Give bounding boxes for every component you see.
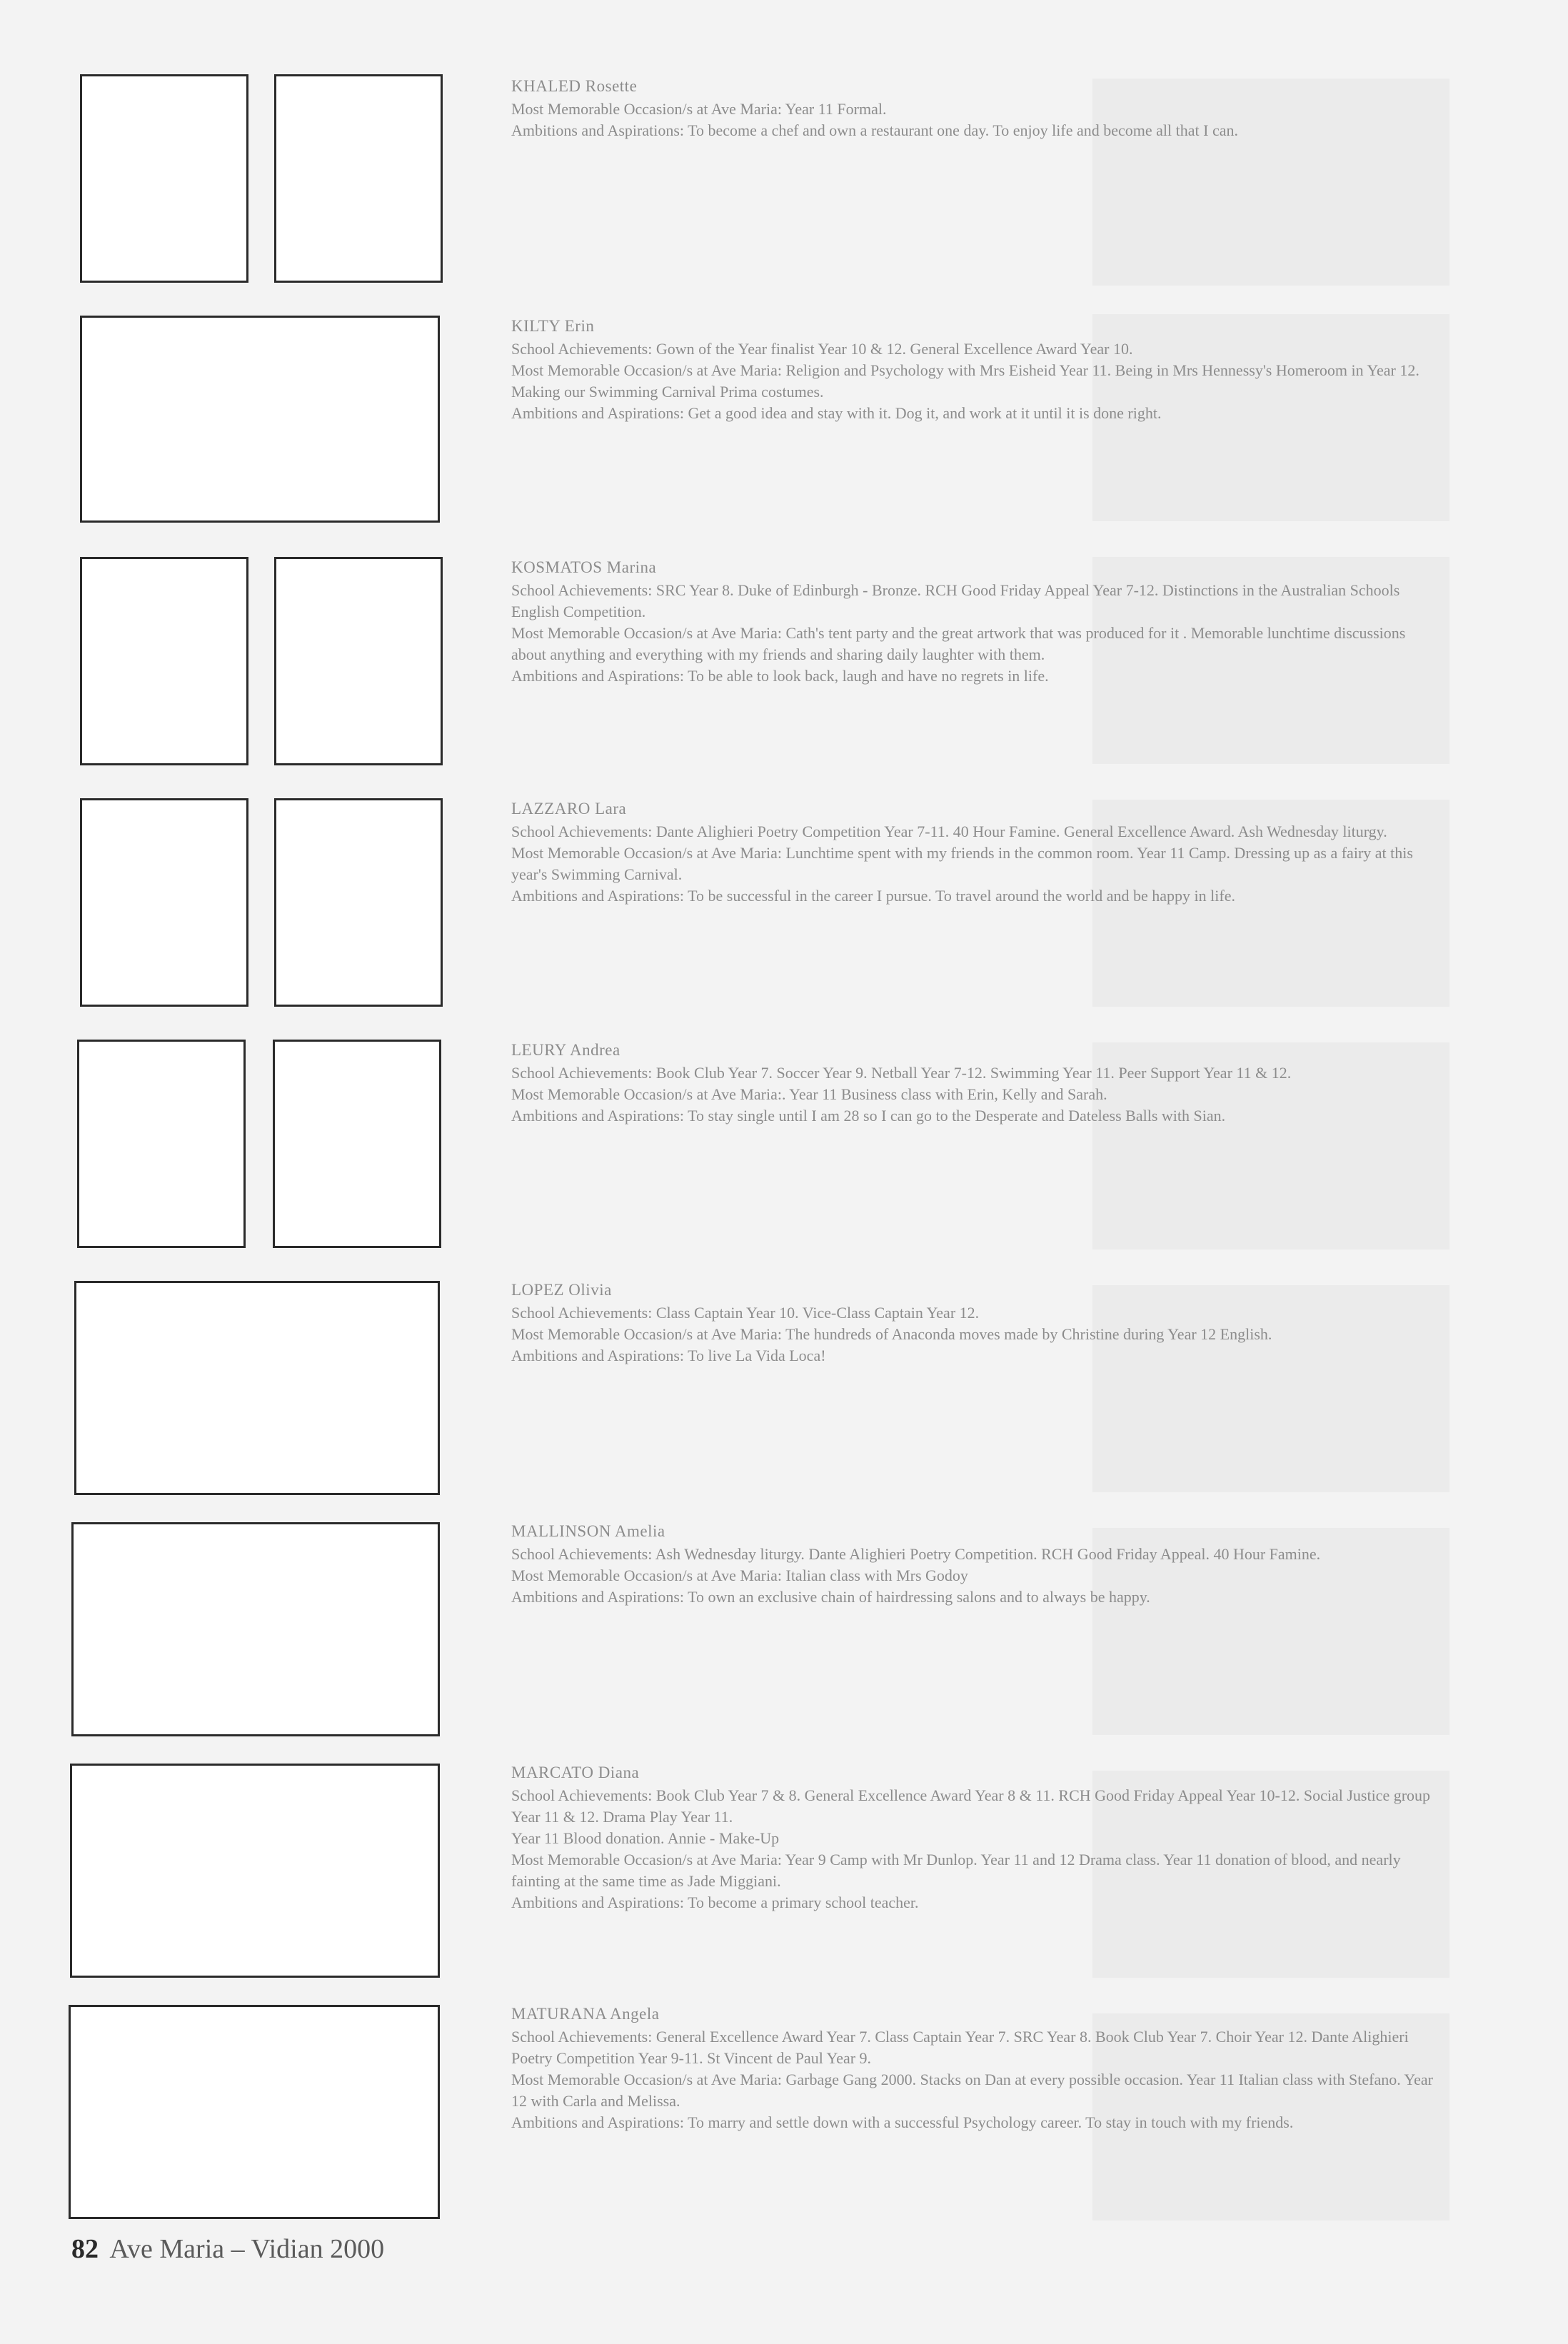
- page-footer: [71, 2233, 384, 2265]
- entry-line: Most Memorable Occasion/s at Ave Maria:. Year 11 Business class with Erin, Kelly and Sarah.: [511, 1085, 1107, 1103]
- entry-line: Most Memorable Occasion/s at Ave Maria: Year 9 Camp with Mr Dunlop. Year 11 and 12 Drama class. Year 11 donation of blood, and nearly fainting at the same time as Jade Miggiani.: [511, 1851, 1401, 1890]
- entry-line: School Achievements: Gown of the Year finalist Year 10 & 12. General Excellence Award Year 10.: [511, 340, 1133, 358]
- entry-line: School Achievements: SRC Year 8. Duke of Edinburgh - Bronze. RCH Good Friday Appeal Year 7-12. Distinctions in the Australian Schools English Competition.: [511, 581, 1400, 620]
- entry-line: School Achievements: Ash Wednesday liturgy. Dante Alighieri Poetry Competition. RCH Good Friday Appeal. 40 Hour Famine.: [511, 1545, 1321, 1563]
- entry-line: School Achievements: Book Club Year 7 & 8. General Excellence Award Year 8 & 11. RCH Good Friday Appeal Year 10-12. Social Justice group Year 11 & 12. Drama Play Year 11.: [511, 1786, 1431, 1826]
- student-name: LAZZARO Lara: [511, 800, 627, 818]
- entry-line: Most Memorable Occasion/s at Ave Maria: Italian class with Mrs Godoy: [511, 1566, 968, 1584]
- photo-frame: [273, 1040, 441, 1248]
- student-name: MALLINSON Amelia: [511, 1522, 665, 1540]
- entry-line: Ambitions and Aspirations: To become a primary school teacher.: [511, 1893, 919, 1911]
- entry-line: Most Memorable Occasion/s at Ave Maria: Year 11 Formal.: [511, 100, 887, 118]
- student-entry: [511, 316, 1439, 424]
- entry-line: Most Memorable Occasion/s at Ave Maria: Cath's tent party and the great artwork that was produced for it . Memorable lunchtime discussions about anything and everything with my friends and sharing daily laughter with them.: [511, 624, 1406, 663]
- entry-line: Ambitions and Aspirations: To own an exclusive chain of hairdressing salons and to always be happy.: [511, 1588, 1150, 1606]
- entry-line: Ambitions and Aspirations: To marry and settle down with a successful Psychology career. To stay in touch with my friends.: [511, 2113, 1294, 2131]
- photo-frame: [74, 1281, 440, 1495]
- entry-line: Ambitions and Aspirations: To be successful in the career I pursue. To travel around the world and be happy in life.: [511, 887, 1235, 905]
- photo-frame: [274, 557, 443, 765]
- entry-line: Most Memorable Occasion/s at Ave Maria: Lunchtime spent with my friends in the common room. Year 11 Camp. Dressing up as a fairy at this year's Swimming Carnival.: [511, 844, 1413, 883]
- photo-frame: [80, 557, 248, 765]
- entry-line: Ambitions and Aspirations: To live La Vida Loca!: [511, 1347, 826, 1364]
- page-number: 82: [71, 2234, 99, 2264]
- student-entry: [511, 1521, 1439, 1608]
- entry-line: Ambitions and Aspirations: Get a good idea and stay with it. Dog it, and work at it until it is done right.: [511, 404, 1162, 422]
- student-entry: [511, 1762, 1439, 1913]
- student-name: KOSMATOS Marina: [511, 558, 657, 576]
- entry-line: Year 11 Blood donation. Annie - Make-Up: [511, 1829, 780, 1847]
- student-name: LOPEZ Olivia: [511, 1281, 612, 1299]
- photo-frame: [77, 1040, 246, 1248]
- student-name: LEURY Andrea: [511, 1041, 620, 1059]
- photo-frame: [71, 1522, 440, 1736]
- student-name: KHALED Rosette: [511, 77, 638, 95]
- student-entry: [511, 1040, 1439, 1127]
- entry-line: School Achievements: Dante Alighieri Poetry Competition Year 7-11. 40 Hour Famine. General Excellence Award. Ash Wednesday liturgy.: [511, 823, 1387, 840]
- entry-line: Ambitions and Aspirations: To become a chef and own a restaurant one day. To enjoy life and become all that I can.: [511, 121, 1238, 139]
- photo-frame: [274, 74, 443, 283]
- entry-line: Most Memorable Occasion/s at Ave Maria: Garbage Gang 2000. Stacks on Dan at every possible occasion. Year 11 Italian class with Stefano. Year 12 with Carla and Melissa.: [511, 2071, 1433, 2110]
- entry-line: Ambitions and Aspirations: To be able to look back, laugh and have no regrets in life.: [511, 667, 1049, 685]
- photo-frame: [69, 2005, 440, 2219]
- photo-frame: [274, 798, 443, 1007]
- student-name: KILTY Erin: [511, 317, 595, 335]
- entry-line: School Achievements: General Excellence Award Year 7. Class Captain Year 7. SRC Year 8. Book Club Year 7. Choir Year 12. Dante Alighieri Poetry Competition Year 9-11. St Vincent de Paul Year 9.: [511, 2028, 1409, 2067]
- student-entry: [511, 798, 1439, 907]
- entry-line: School Achievements: Book Club Year 7. Soccer Year 9. Netball Year 7-12. Swimming Year 11. Peer Support Year 11 & 12.: [511, 1064, 1292, 1082]
- student-entry: [511, 1279, 1439, 1367]
- student-entry: [511, 2003, 1439, 2133]
- photo-frame: [80, 798, 248, 1007]
- entry-line: School Achievements: Class Captain Year 10. Vice-Class Captain Year 12.: [511, 1304, 980, 1322]
- photo-frame: [80, 74, 248, 283]
- student-name: MARCATO Diana: [511, 1764, 640, 1781]
- publication-title: Ave Maria – Vidian 2000: [109, 2234, 385, 2264]
- entry-line: Most Memorable Occasion/s at Ave Maria: The hundreds of Anaconda moves made by Christine during Year 12 English.: [511, 1325, 1272, 1343]
- student-entry: [511, 557, 1439, 687]
- photo-frame: [70, 1764, 440, 1978]
- student-name: MATURANA Angela: [511, 2005, 660, 2023]
- student-entry: [511, 76, 1439, 141]
- entry-line: Most Memorable Occasion/s at Ave Maria: Religion and Psychology with Mrs Eisheid Year 11. Being in Mrs Hennessy's Homeroom in Year 12. Making our Swimming Carnival Prima costumes.: [511, 361, 1419, 401]
- entry-line: Ambitions and Aspirations: To stay single until I am 28 so I can go to the Desperate and Dateless Balls with Sian.: [511, 1107, 1226, 1125]
- photo-frame: [80, 316, 440, 523]
